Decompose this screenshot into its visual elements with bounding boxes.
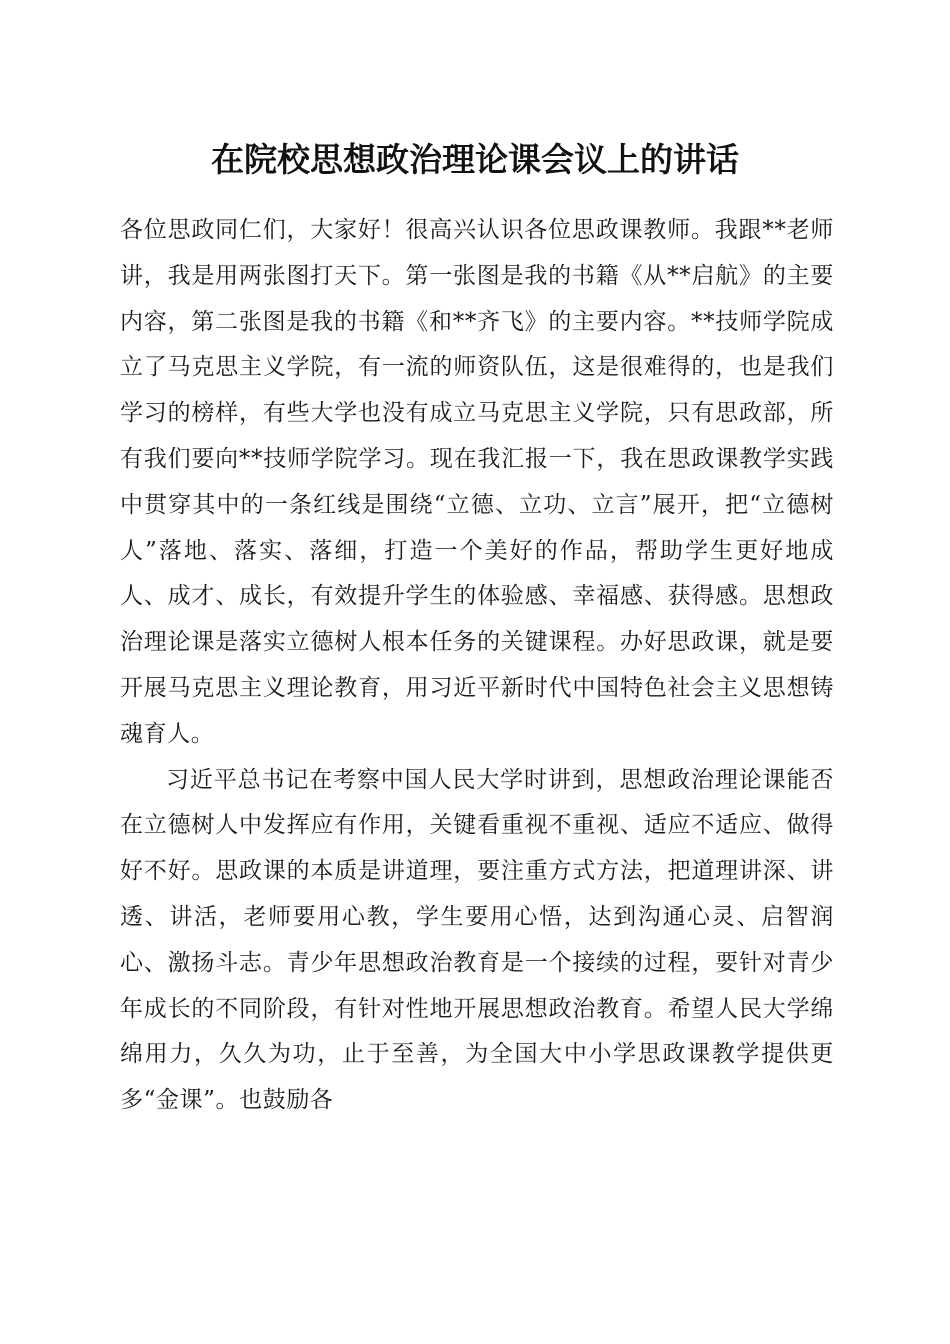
document-body (120, 208, 834, 1124)
document-title: 在院校思想政治理论课会议上的讲话 (211, 140, 739, 179)
paragraph-1: 各位思政同仁们，大家好！很高兴认识各位思政课教师。我跟**老师讲，我是用两张图打天下。第一张图是我的书籍《从**启航》的主要内容，第二张图是我的书籍《和**齐飞》的主要内容。**技师学院成立了马克思主义学院，有一流的师资队伍，这是很难得的，也是我们学习的榜样，有些大学也没有成立马克思主义学院，只有思政部，所有我们要向**技师学院学习。现在我汇报一下，我在思政课教学实践中贯穿其中的一条红线是围绕“立德、立功、立言”展开，把“立德树人”落地、落实、落细，打造一个美好的作品，帮助学生更好地成人、成才、成长，有效提升学生的体验感、幸福感、获得感。思想政治理论课是落实立德树人根本任务的关键课程。办好思政课，就是要开展马克思主义理论教育，用习近平新时代中国特色社会主义思想铸魂育人。 (120, 217, 834, 747)
paragraph-2: 习近平总书记在考察中国人民大学时讲到，思想政治理论课能否在立德树人中发挥应有作用，关键看重视不重视、适应不适应、做得好不好。思政课的本质是讲道理，要注重方式方法，把道理讲深、讲透、讲活，老师要用心教，学生要用心悟，达到沟通心灵、启智润心、激扬斗志。青少年思想政治教育是一个接续的过程，要针对青少年成长的不同阶段，有针对性地开展思想政治教育。希望人民大学绵绵用力，久久为功，止于至善，为全国大中小学思政课教学提供更多“金课”。也鼓励各 (120, 766, 834, 1114)
